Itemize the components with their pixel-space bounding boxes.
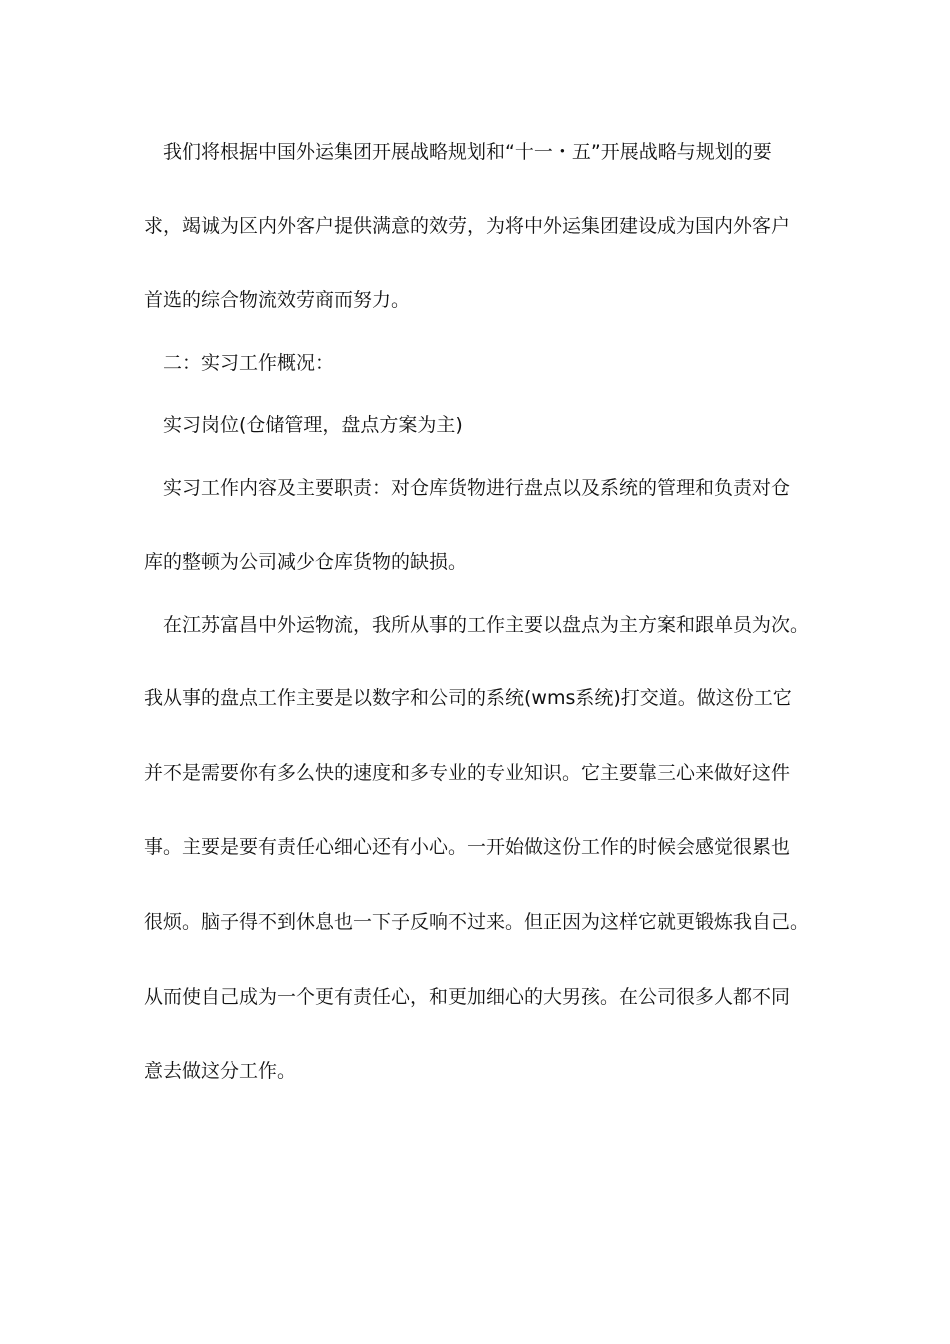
paragraph-line: 实习岗位(仓储管理，盘点方案为主) — [163, 414, 463, 436]
paragraph-line: 实习工作内容及主要职责：对仓库货物进行盘点以及系统的管理和负责对仓 — [163, 477, 791, 499]
paragraph-line: 库的整顿为公司减少仓库货物的缺损。 — [144, 551, 468, 573]
section-heading: 二：实习工作概况： — [163, 352, 335, 374]
paragraph-line: 事。主要是要有责任心细心还有小心。一开始做这份工作的时候会感觉很累也 — [144, 836, 791, 858]
paragraph-line: 我从事的盘点工作主要是以数字和公司的系统(wms系统)打交道。做这份工它 — [144, 687, 792, 709]
paragraph-line: 首选的综合物流效劳商而努力。 — [144, 289, 411, 311]
paragraph-line: 意去做这分工作。 — [144, 1060, 297, 1082]
paragraph-line: 我们将根据中国外运集团开展战略规划和“十一・五”开展战略与规划的要 — [163, 141, 772, 163]
paragraph-line: 从而使自己成为一个更有责任心，和更加细心的大男孩。在公司很多人都不同 — [144, 986, 791, 1008]
paragraph-line: 在江苏富昌中外运物流，我所从事的工作主要以盘点为主方案和跟单员为次。 — [163, 614, 810, 636]
paragraph-line: 并不是需要你有多么快的速度和多专业的专业知识。它主要靠三心来做好这件 — [144, 762, 791, 784]
paragraph-line: 很烦。脑子得不到休息也一下子反响不过来。但正因为这样它就更锻炼我自己。 — [144, 911, 810, 933]
paragraph-line: 求，竭诚为区内外客户提供满意的效劳，为将中外运集团建设成为国内外客户 — [144, 215, 791, 237]
